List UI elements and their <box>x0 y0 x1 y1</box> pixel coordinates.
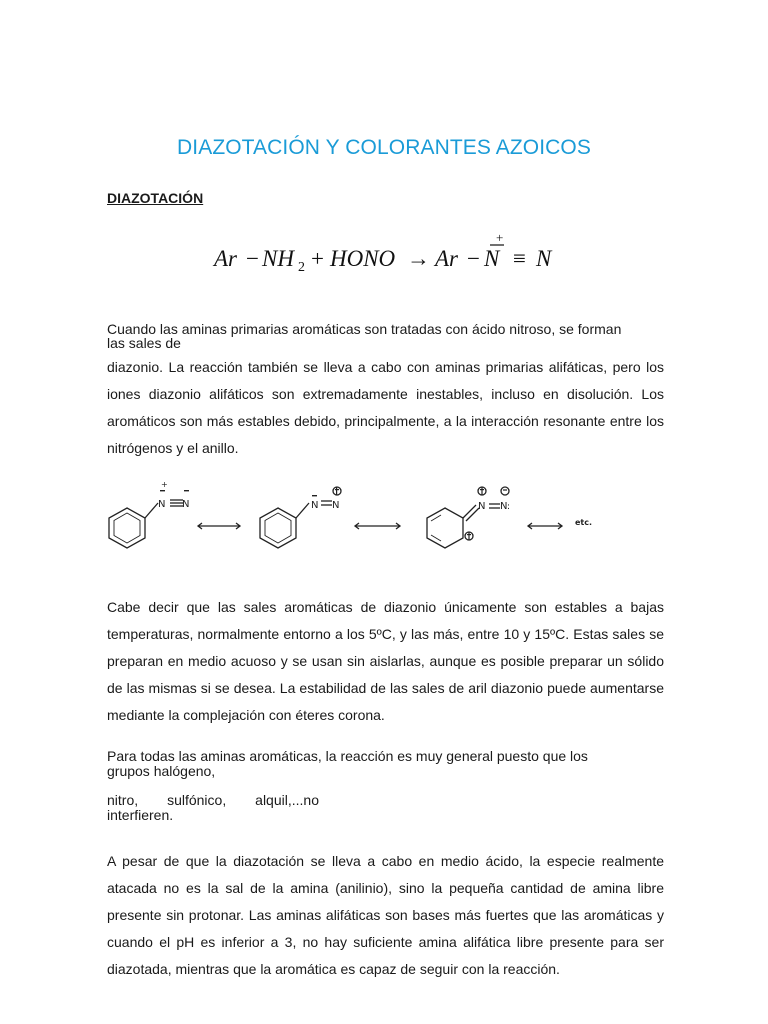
equation-hono: HONO <box>330 246 396 271</box>
paragraph-1-line-2: las sales de <box>107 335 181 351</box>
paragraph-3-intro <box>107 749 664 779</box>
equation-charge: + <box>496 230 504 245</box>
svg-text:N: N <box>500 501 508 512</box>
paragraph-2: Cabe decir que las sales aromáticas de diazonio únicamente son estables a bajas temperaturas, normalmente entorno a los 5ºC, y las más, entre 10 y 15ºC. Estas sales se preparan en medio acuoso y se usan sin aislarlas, aunque es posible preparar un sólido de las mismas si se desea. La estabilidad de las sales de aril diazonio puede aumentarse mediante la complejación con éteres corona. <box>107 599 664 723</box>
svg-text::: : <box>507 502 511 512</box>
equation-rhs-minus: − <box>467 246 480 271</box>
etc-label: etc. <box>575 518 593 527</box>
benzene-inner-ring-2 <box>265 513 291 543</box>
equation-rhs-ar: Ar <box>435 246 458 271</box>
equation-triple-bond: ≡ <box>513 246 526 271</box>
paragraph-3-line-3 <box>107 793 319 808</box>
word-alquil: alquil,...no <box>255 792 319 808</box>
paragraph-3-continued <box>107 793 664 823</box>
svg-text:N: N <box>478 501 486 512</box>
paragraph-3-line-1: Para todas las aminas aromáticas, la reacción es muy general puesto que los <box>107 748 588 764</box>
equation-n-charged: N <box>484 246 500 271</box>
bond-ring-n-1 <box>145 503 158 518</box>
equation-subscript: 2 <box>298 260 305 275</box>
equation-minus: − <box>246 246 259 271</box>
equation-n-end: N <box>536 246 552 271</box>
paragraph-1-line-1: Cuando las aminas primarias aromáticas son tratadas con ácido nitroso, se forman <box>107 321 622 337</box>
section-heading: DIAZOTACIÓN <box>107 190 204 206</box>
svg-text:N: N <box>158 499 166 510</box>
svg-text:N: N <box>311 500 319 511</box>
paragraph-1-intro <box>107 322 664 350</box>
benzene-inner-ring-1 <box>114 513 140 543</box>
diazotization-equation <box>210 228 570 276</box>
ring-3-double-bond-a <box>431 515 441 521</box>
svg-text:+: + <box>161 480 168 489</box>
resonance-structures-figure <box>100 478 620 558</box>
paragraph-4: A pesar de que la diazotación se lleva a cabo en medio ácido, la especie realmente atacada no es la sal de la amina (anilinio), sino la pequeña cantidad de amina libre presente sin protonar. Las aminas alifáticas son bases más fuertes que las aromáticas y cuando el pH es inferior a 3, no hay suficiente amina alifática libre presente para ser diazotada, mientras que la aromática es capaz de seguir con la reacción. <box>107 853 664 977</box>
svg-text:N: N <box>332 500 340 511</box>
paragraph-1-body: diazonio. La reacción también se lleva a cabo con aminas primarias alifáticas, pero los iones diazonio alifáticos son extremadamente inestables, incluso en disolución. Los aromáticos son más estables debido, principalmente, a la interacción resonante entre los nitrógenos y el anillo. <box>107 359 664 456</box>
equation-nh: NH <box>262 246 294 271</box>
exocyclic-bond-3a <box>463 505 476 518</box>
bond-ring-n-2 <box>296 503 309 518</box>
equation-ar: Ar <box>214 246 237 271</box>
equation-plus: + <box>311 246 324 271</box>
equation-arrow: → <box>407 246 430 271</box>
document-title: DIAZOTACIÓN Y COLORANTES AZOICOS <box>177 136 591 160</box>
word-nitro: nitro, <box>107 792 139 808</box>
paragraph-3-line-4: interfieren. <box>107 807 174 823</box>
word-sulfonico: sulfónico, <box>167 792 227 808</box>
ring-3-double-bond-b <box>431 535 441 541</box>
paragraph-3-line-2: grupos halógeno, <box>107 763 216 779</box>
minus-charge-3 <box>501 487 509 495</box>
svg-text:N: N <box>182 499 190 510</box>
quinoid-ring-3 <box>427 508 463 548</box>
